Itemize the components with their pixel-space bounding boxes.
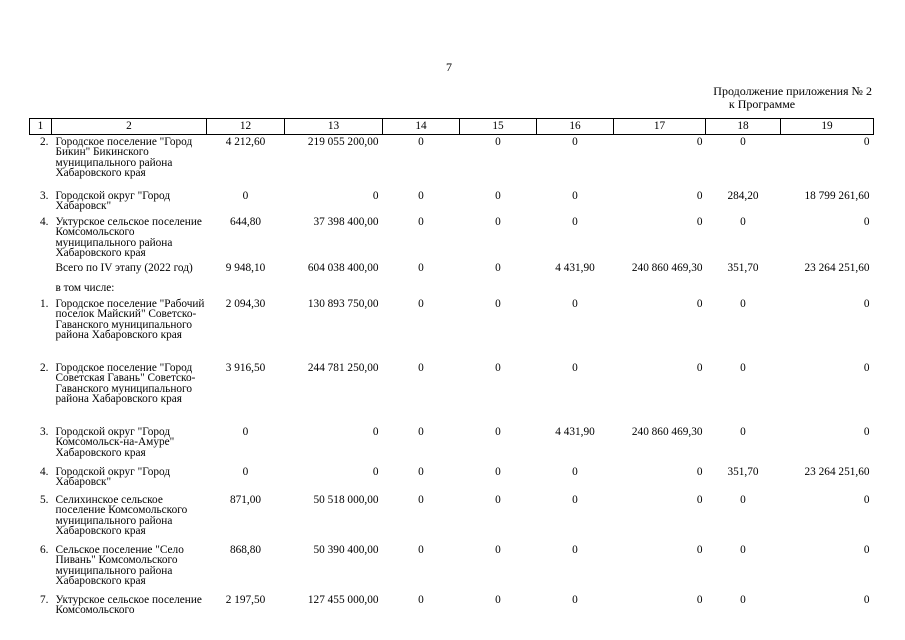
value-cell: 0 xyxy=(740,426,746,438)
column-header: 2 xyxy=(52,119,207,135)
column-header: 12 xyxy=(207,119,285,135)
value-cell: 0 xyxy=(495,190,501,202)
value-cell: 50 518 000,00 xyxy=(313,494,379,506)
value-cell: 0 xyxy=(495,298,501,310)
row-name-cell: в том числе: xyxy=(55,282,115,294)
value-cell: 50 390 400,00 xyxy=(313,544,379,556)
value-cell: 604 038 400,00 xyxy=(307,262,379,274)
row-number-cell: 7. xyxy=(40,594,49,606)
value-cell: 0 xyxy=(372,466,379,478)
value-cell: 0 xyxy=(696,190,703,202)
value-cell: 0 xyxy=(495,544,501,556)
value-cell: 130 893 750,00 xyxy=(307,298,379,310)
value-cell: 0 xyxy=(572,216,578,228)
appendix-line-1: Продолжение приложения № 2 xyxy=(713,84,872,98)
page-number: 7 xyxy=(446,60,452,74)
row-name-cell: Сельское поселение "Село Пивань" Комсомольского муниципального района Хабаровского края xyxy=(55,544,184,588)
value-cell: 0 xyxy=(418,362,424,374)
value-cell: 351,70 xyxy=(727,466,759,478)
row-name-cell: Городской округ "Город Хабаровск" xyxy=(55,466,171,489)
value-cell: 127 455 000,00 xyxy=(307,594,379,606)
value-cell: 644,80 xyxy=(229,216,262,228)
value-cell: 0 xyxy=(863,494,870,506)
value-cell: 0 xyxy=(696,544,703,556)
value-cell: 0 xyxy=(696,594,703,606)
row-name-cell: Селихинское сельское поселение Комсомольского муниципального района Хабаровского края xyxy=(55,494,188,538)
value-cell: 0 xyxy=(495,426,501,438)
value-cell: 0 xyxy=(495,494,501,506)
row-name-cell: Уктурское сельское поселение Комсомольского муниципального района Хабаровского края xyxy=(55,216,202,260)
value-cell: 0 xyxy=(495,362,501,374)
table-row xyxy=(30,261,874,281)
value-cell: 0 xyxy=(372,190,379,202)
table-row xyxy=(30,593,874,623)
value-cell: 2 094,30 xyxy=(225,298,266,310)
column-header: 16 xyxy=(537,119,614,135)
value-cell: 0 xyxy=(418,594,424,606)
value-cell: 0 xyxy=(696,298,703,310)
value-cell: 37 398 400,00 xyxy=(313,216,379,228)
value-cell: 0 xyxy=(418,426,424,438)
value-cell: 240 860 469,30 xyxy=(631,426,703,438)
row-number-cell: 4. xyxy=(40,216,49,228)
appendix-line-2: к Программе xyxy=(728,97,796,111)
value-cell: 0 xyxy=(418,494,424,506)
value-cell: 0 xyxy=(242,466,249,478)
column-header: 13 xyxy=(285,119,383,135)
value-cell: 0 xyxy=(572,190,578,202)
value-cell: 2 197,50 xyxy=(225,594,266,606)
column-header: 15 xyxy=(460,119,537,135)
value-cell: 0 xyxy=(572,362,578,374)
column-header: 17 xyxy=(614,119,706,135)
value-cell: 0 xyxy=(495,262,501,274)
value-cell: 0 xyxy=(495,466,501,478)
row-number-cell: 1. xyxy=(40,298,49,310)
value-cell: 0 xyxy=(740,494,746,506)
column-header: 14 xyxy=(383,119,460,135)
value-cell: 0 xyxy=(863,426,870,438)
row-number-cell: 5. xyxy=(40,494,49,506)
value-cell: 3 916,50 xyxy=(225,362,266,374)
value-cell: 4 431,90 xyxy=(555,426,595,438)
value-cell: 0 xyxy=(863,362,870,374)
value-cell: 0 xyxy=(863,216,870,228)
table-row xyxy=(30,135,874,190)
value-cell xyxy=(706,281,781,297)
row-number-cell: 3. xyxy=(40,190,49,202)
value-cell xyxy=(383,281,460,297)
table-row xyxy=(30,215,874,261)
value-cell: 244 781 250,00 xyxy=(307,362,379,374)
value-cell xyxy=(460,281,537,297)
value-cell: 0 xyxy=(418,466,424,478)
value-cell: 0 xyxy=(740,362,746,374)
row-number-cell: 2. xyxy=(40,136,49,148)
value-cell: 0 xyxy=(495,136,501,148)
value-cell: 0 xyxy=(863,136,870,148)
column-header: 19 xyxy=(781,119,874,135)
value-cell: 18 799 261,60 xyxy=(804,190,870,202)
value-cell xyxy=(781,281,874,297)
row-number-cell: 6. xyxy=(40,544,49,556)
value-cell: 0 xyxy=(696,362,703,374)
row-name-cell: Городское поселение "Рабочий поселок Майский" Советско-Гаванского муниципального района Хабаровского края xyxy=(55,298,205,342)
value-cell: 0 xyxy=(740,594,746,606)
value-cell: 0 xyxy=(863,298,870,310)
value-cell: 0 xyxy=(740,544,746,556)
value-cell xyxy=(285,281,383,297)
value-cell: 4 431,90 xyxy=(555,262,595,274)
value-cell: 0 xyxy=(572,494,578,506)
value-cell: 0 xyxy=(495,216,501,228)
value-cell: 0 xyxy=(372,426,379,438)
value-cell: 0 xyxy=(242,190,249,202)
value-cell: 868,80 xyxy=(229,544,262,556)
column-header: 18 xyxy=(706,119,781,135)
value-cell: 0 xyxy=(572,594,578,606)
row-name-cell: Всего по IV этапу (2022 год) xyxy=(55,262,193,274)
value-cell: 0 xyxy=(418,136,424,148)
value-cell: 9 948,10 xyxy=(225,262,266,274)
row-number-cell xyxy=(30,281,52,297)
value-cell: 0 xyxy=(418,190,424,202)
value-cell: 0 xyxy=(418,544,424,556)
row-name-cell: Городское поселение "Город Бикин" Бикинского муниципального района Хабаровского края xyxy=(55,136,193,180)
funding-table xyxy=(29,118,874,623)
value-cell: 219 055 200,00 xyxy=(307,136,379,148)
value-cell: 0 xyxy=(740,216,746,228)
table-row xyxy=(30,361,874,425)
table-row xyxy=(30,297,874,361)
value-cell xyxy=(614,281,706,297)
table-row xyxy=(30,425,874,465)
row-name-cell: Уктурское сельское поселение Комсомольского xyxy=(55,594,202,617)
value-cell: 0 xyxy=(572,136,578,148)
row-name-cell: Городское поселение "Город Советская Гавань" Советско-Гаванского муниципального района Хабаровского края xyxy=(55,362,196,406)
value-cell: 0 xyxy=(696,494,703,506)
value-cell: 0 xyxy=(418,298,424,310)
row-name-cell: Городской округ "Город Хабаровск" xyxy=(55,190,171,213)
value-cell: 284,20 xyxy=(727,190,759,202)
value-cell: 351,70 xyxy=(727,262,759,274)
value-cell: 0 xyxy=(418,262,424,274)
row-number-cell: 4. xyxy=(40,466,49,478)
value-cell: 0 xyxy=(495,594,501,606)
appendix-caption xyxy=(652,85,872,111)
value-cell: 0 xyxy=(696,466,703,478)
value-cell: 0 xyxy=(740,136,746,148)
table-row xyxy=(30,465,874,493)
value-cell: 0 xyxy=(696,216,703,228)
value-cell: 0 xyxy=(740,298,746,310)
value-cell xyxy=(207,281,285,297)
row-number-cell xyxy=(30,261,52,281)
table-row xyxy=(30,493,874,543)
table-row xyxy=(30,189,874,215)
value-cell: 0 xyxy=(572,544,578,556)
value-cell: 4 212,60 xyxy=(225,136,266,148)
value-cell: 871,00 xyxy=(229,494,262,506)
value-cell: 240 860 469,30 xyxy=(631,262,703,274)
value-cell: 0 xyxy=(242,426,249,438)
value-cell: 0 xyxy=(863,544,870,556)
value-cell: 23 264 251,60 xyxy=(804,466,870,478)
table-header-row xyxy=(30,119,874,135)
value-cell: 0 xyxy=(863,594,870,606)
table-row xyxy=(30,281,874,297)
row-number-cell: 2. xyxy=(40,362,49,374)
value-cell: 0 xyxy=(418,216,424,228)
value-cell: 23 264 251,60 xyxy=(804,262,870,274)
row-number-cell: 3. xyxy=(40,426,49,438)
row-name-cell: Городской округ "Город Комсомольск-на-Амуре" Хабаровского края xyxy=(55,426,175,459)
value-cell: 0 xyxy=(696,136,703,148)
column-header: 1 xyxy=(30,119,52,135)
value-cell: 0 xyxy=(572,466,578,478)
value-cell: 0 xyxy=(572,298,578,310)
value-cell xyxy=(537,281,614,297)
table-row xyxy=(30,543,874,593)
